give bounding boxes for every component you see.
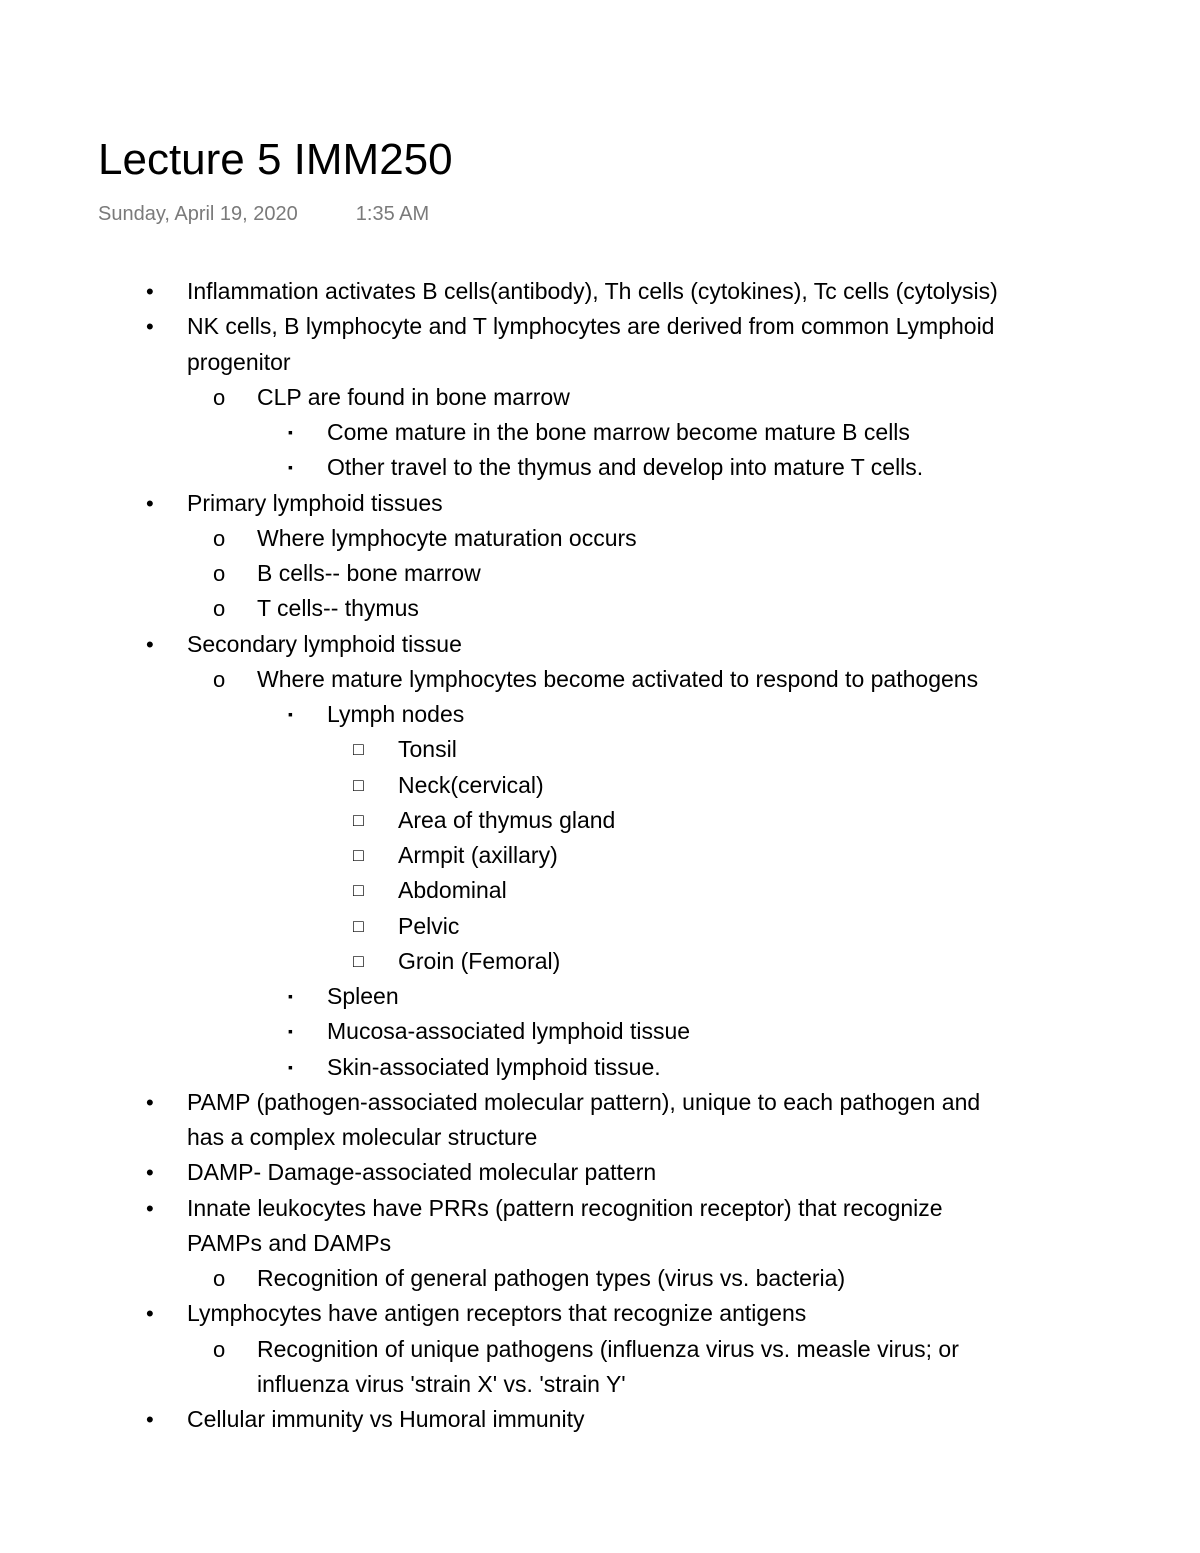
- bullet-marker-icon: •: [146, 314, 154, 340]
- list-item: [0, 1085, 1200, 1120]
- list-item-text: influenza virus 'strain X' vs. 'strain Y': [257, 1370, 626, 1397]
- list-item: [0, 450, 1200, 485]
- list-item-text: B cells-- bone marrow: [257, 560, 481, 586]
- list-item: [0, 732, 1200, 767]
- page-title: Lecture 5 IMM250: [98, 135, 453, 184]
- list-item-text: PAMPs and DAMPs: [187, 1229, 392, 1256]
- list-item: [0, 873, 1200, 908]
- list-item-text: CLP are found in bone marrow: [257, 383, 570, 410]
- note-timestamp: [98, 200, 429, 228]
- box-marker-icon: □: [353, 880, 364, 901]
- list-item-text: T cells-- thymus: [257, 595, 419, 622]
- list-item: [0, 591, 1200, 626]
- list-item: [0, 345, 1200, 380]
- circle-marker-icon: o: [213, 596, 226, 622]
- circle-marker-icon: o: [213, 1336, 226, 1362]
- list-item-text: Recognition of unique pathogens (influenza virus vs. measle virus; or: [257, 1335, 959, 1362]
- bullet-marker-icon: •: [146, 631, 154, 657]
- square-marker-icon: ▪: [288, 1058, 293, 1075]
- list-item: [0, 1367, 1200, 1402]
- list-item: [0, 838, 1200, 873]
- list-item: [0, 1191, 1200, 1226]
- bullet-marker-icon: •: [146, 279, 154, 304]
- list-item: [0, 662, 1200, 697]
- bullet-marker-icon: •: [146, 490, 154, 516]
- square-marker-icon: ▪: [288, 706, 293, 722]
- list-item: [0, 415, 1200, 450]
- list-item-text: Mucosa-associated lymphoid tissue: [327, 1018, 691, 1045]
- note-time: 1:35 AM: [355, 203, 430, 225]
- list-item-text: PAMP (pathogen-associated molecular pattern), unique to each pathogen and: [187, 1088, 981, 1115]
- list-item: [0, 1402, 1200, 1437]
- bullet-marker-icon: •: [146, 1301, 154, 1327]
- list-item: [0, 521, 1200, 556]
- list-item: [0, 380, 1200, 415]
- square-marker-icon: ▪: [288, 988, 293, 1004]
- note-date: Sunday, April 19, 2020: [98, 203, 298, 225]
- list-item-text: Innate leukocytes have PRRs (pattern recognition receptor) that recognize: [187, 1194, 943, 1221]
- box-marker-icon: □: [353, 739, 364, 760]
- list-item: [0, 1332, 1200, 1367]
- list-item-text: Armpit (axillary): [398, 842, 558, 868]
- circle-marker-icon: o: [213, 666, 226, 692]
- list-item-text: Spleen: [327, 983, 399, 1009]
- circle-marker-icon: o: [213, 1266, 226, 1291]
- list-item-text: Secondary lymphoid tissue: [187, 630, 462, 657]
- bullet-marker-icon: •: [146, 1160, 154, 1186]
- list-item-text: Cellular immunity vs Humoral immunity: [187, 1406, 585, 1432]
- list-item-text: Recognition of general pathogen types (virus vs. bacteria): [257, 1265, 846, 1291]
- list-item-text: Where mature lymphocytes become activated to respond to pathogens: [257, 665, 979, 692]
- list-item: [0, 909, 1200, 944]
- list-item-text: Where lymphocyte maturation occurs: [257, 524, 637, 551]
- list-item-text: Area of thymus gland: [398, 806, 616, 833]
- box-marker-icon: □: [353, 809, 364, 830]
- list-item-text: Lymph nodes: [327, 701, 465, 727]
- note-body: [0, 274, 1200, 1437]
- list-item: [0, 1014, 1200, 1049]
- square-marker-icon: ▪: [288, 1023, 293, 1040]
- list-item-text: Primary lymphoid tissues: [187, 489, 443, 516]
- list-item: [0, 1050, 1200, 1085]
- list-item-text: DAMP- Damage-associated molecular pattern: [187, 1159, 657, 1186]
- bullet-marker-icon: •: [146, 1407, 154, 1432]
- list-item: [0, 768, 1200, 803]
- circle-marker-icon: o: [213, 384, 226, 410]
- list-item: [0, 1155, 1200, 1190]
- list-item: [0, 627, 1200, 662]
- list-item: [0, 803, 1200, 838]
- list-item: [0, 1226, 1200, 1261]
- list-item: [0, 1120, 1200, 1155]
- list-item: [0, 1296, 1200, 1331]
- list-item-text: progenitor: [187, 348, 291, 375]
- box-marker-icon: □: [353, 915, 364, 936]
- list-item-text: Neck(cervical): [398, 771, 544, 798]
- list-item-text: Other travel to the thymus and develop into mature T cells.: [327, 454, 924, 481]
- list-item-text: Groin (Femoral): [398, 947, 561, 974]
- list-item-text: NK cells, B lymphocyte and T lymphocytes are derived from common Lymphoid: [187, 313, 995, 340]
- list-item: [0, 274, 1200, 309]
- list-item: [0, 979, 1200, 1014]
- list-item: [0, 697, 1200, 732]
- list-item-text: Tonsil: [398, 736, 457, 763]
- list-item: [0, 556, 1200, 591]
- list-item: [0, 486, 1200, 521]
- list-item: [0, 309, 1200, 344]
- box-marker-icon: □: [353, 950, 364, 971]
- bullet-marker-icon: •: [146, 1195, 154, 1221]
- circle-marker-icon: o: [213, 561, 226, 586]
- list-item-text: Inflammation activates B cells(antibody), Th cells (cytokines), Tc cells (cytolysis): [187, 278, 998, 304]
- box-marker-icon: □: [353, 845, 364, 865]
- list-item: [0, 1261, 1200, 1296]
- list-item-text: Lymphocytes have antigen receptors that recognize antigens: [187, 1300, 807, 1327]
- list-item-text: Pelvic: [398, 912, 460, 939]
- square-marker-icon: ▪: [288, 459, 293, 476]
- bullet-marker-icon: •: [146, 1089, 154, 1115]
- list-item-text: Skin-associated lymphoid tissue.: [327, 1053, 661, 1080]
- list-item-text: Come mature in the bone marrow become mature B cells: [327, 419, 910, 445]
- list-item: [0, 944, 1200, 979]
- square-marker-icon: ▪: [288, 424, 293, 440]
- box-marker-icon: □: [353, 774, 364, 795]
- list-item-text: has a complex molecular structure: [187, 1124, 538, 1150]
- circle-marker-icon: o: [213, 525, 226, 551]
- list-item-text: Abdominal: [398, 877, 507, 904]
